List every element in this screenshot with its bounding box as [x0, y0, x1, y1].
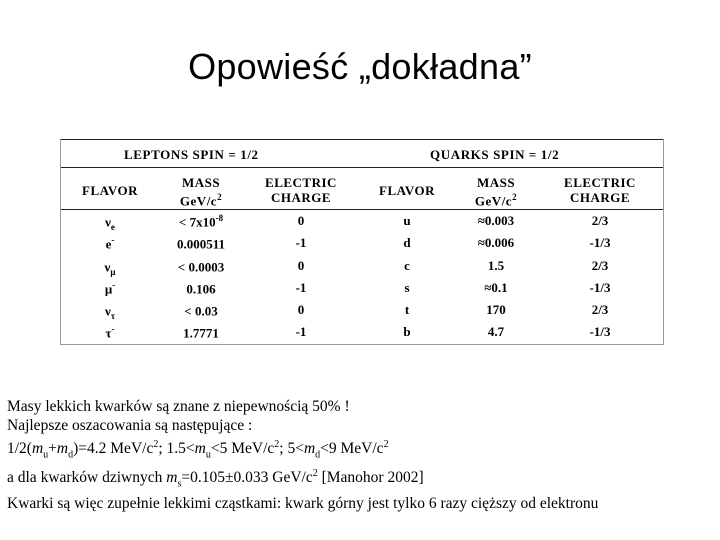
table-row [61, 255, 663, 277]
notes-line-5: Kwarki są więc zupełnie lekkimi cząstkami: kwark górny jest tylko 6 razy cięższy od elektronu [7, 494, 599, 512]
quark-charge-header [547, 175, 653, 205]
lepton-charge: -1 [295, 235, 307, 251]
quark-mass: 1.5 [487, 257, 505, 273]
quark-charge-header-line2: CHARGE [569, 190, 631, 205]
table-row [61, 210, 663, 232]
lepton-flavor: τ- [105, 324, 115, 341]
leptons-group-title: LEPTONS SPIN = 1/2 [124, 147, 259, 162]
quark-charge: -1/3 [589, 279, 611, 295]
table-top-rule [61, 139, 663, 140]
quark-charge: 2/3 [591, 257, 609, 273]
quark-charge: -1/3 [589, 324, 611, 340]
quark-flavor: c [404, 257, 410, 273]
lepton-flavor-header: FLAVOR [82, 183, 138, 198]
quark-flavor: u [403, 213, 411, 228]
quark-flavor: b [403, 324, 411, 340]
lepton-mass-header-line1: MASS [181, 175, 221, 190]
quark-mass: ≈0.1 [484, 279, 508, 295]
lepton-mass: < 0.03 [184, 303, 218, 319]
lepton-mass: < $7x10^{-8}$ [178, 213, 224, 230]
lepton-charge-header [249, 175, 353, 205]
quark-mass-header [457, 175, 535, 208]
lepton-charge: -1 [295, 324, 307, 340]
quark-charge: -1/3 [589, 235, 611, 251]
slide-title: Opowieść „dokładna” [188, 46, 532, 87]
lepton-charge: -1 [295, 279, 307, 295]
quark-mass: ≈0.003 [477, 213, 515, 228]
quark-charge-header-line1: ELECTRIC [564, 175, 636, 190]
lepton-mass-header-line2: GeV/$c^2$ [179, 192, 223, 209]
quark-flavor: d [403, 235, 411, 251]
notes-line-4: a dla kwarków dziwnych $m_s=0.105\pm 0.033$ GeV/$c^2$ [Manohor 2002] [7, 468, 424, 490]
quark-charge: 2/3 [591, 213, 609, 228]
lepton-flavor: $\nu_\tau$ [105, 303, 115, 322]
quark-mass-header-line1: MASS [476, 175, 516, 190]
notes-line-1: Masy lekkich kwarków są znane z niepewnością 50% ! [7, 398, 350, 415]
quarks-group-title: QUARKS SPIN = 1/2 [430, 147, 560, 162]
table-row [61, 321, 663, 343]
quark-charge: 2/3 [591, 302, 609, 318]
table-row [61, 277, 663, 299]
lepton-charge: 0 [297, 302, 305, 318]
notes-line-3: $1/2(m_u+m_d)=4.2$ MeV/$c^2$; $1.5<m_u<5$ MeV/$c^2$; $5<m_d<9$ MeV/$c^2$ [7, 439, 389, 461]
lepton-flavor: $\nu_e$ [105, 214, 115, 232]
lepton-charge: 0 [297, 257, 305, 273]
table-row [61, 299, 663, 321]
group-title-rule [61, 167, 663, 168]
table-body [61, 210, 663, 344]
lepton-flavor: e- [105, 235, 115, 252]
lepton-charge-header-line1: ELECTRIC [265, 175, 337, 190]
quark-flavor-header: FLAVOR [379, 183, 435, 198]
quark-flavor: s [404, 279, 410, 295]
quark-mass: 170 [486, 302, 506, 318]
lepton-mass-header [161, 175, 241, 208]
table-row [61, 232, 663, 254]
lepton-mass: < 0.0003 [177, 258, 225, 274]
quark-mass: 4.7 [487, 324, 505, 340]
lepton-mass: 0.106 [186, 281, 216, 297]
lepton-mass: 1.7771 [183, 325, 219, 341]
particle-table [60, 139, 664, 345]
lepton-flavor: $\nu_\mu$ [104, 258, 116, 277]
lepton-mass: 0.000511 [176, 236, 226, 252]
notes-text [7, 397, 720, 513]
lepton-flavor: μ- [104, 279, 116, 297]
quark-flavor: t [404, 302, 410, 318]
notes-line-2: Najlepsze oszacowania są następujące : [7, 417, 253, 434]
quark-mass: ≈0.006 [477, 235, 515, 251]
lepton-charge-header-line2: CHARGE [270, 190, 332, 205]
lepton-charge: 0 [297, 213, 305, 228]
quark-mass-header-line2: GeV/$c^2$ [474, 192, 518, 209]
